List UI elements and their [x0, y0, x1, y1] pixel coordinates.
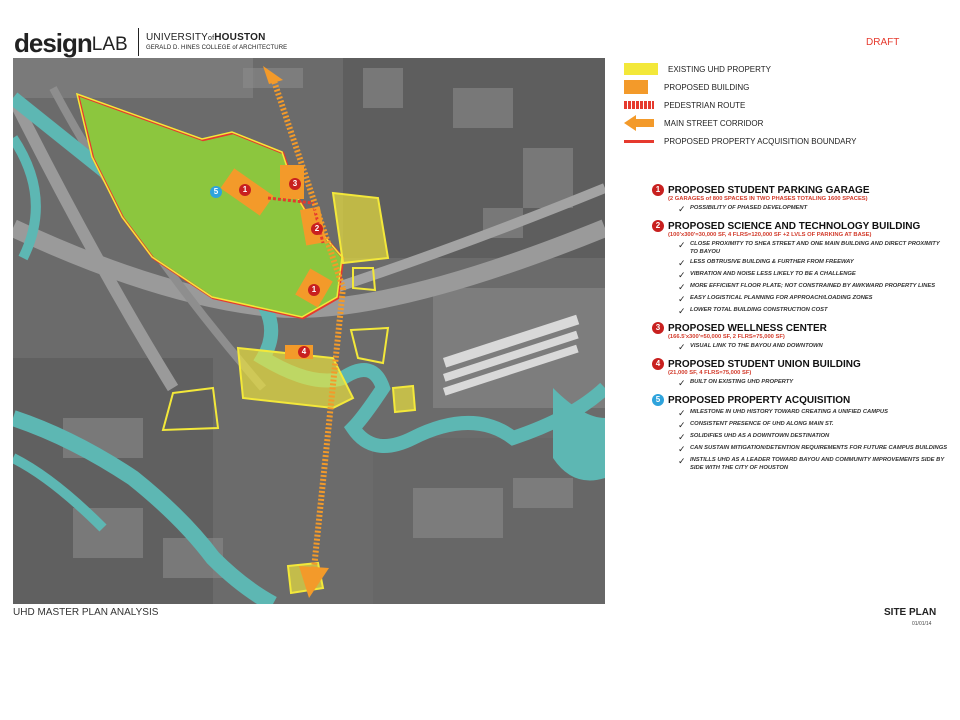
aerial-map-svg	[13, 58, 605, 604]
map-legend	[624, 60, 944, 150]
project-notes	[652, 180, 948, 472]
note-2	[652, 220, 948, 316]
logo-design-text: design	[14, 28, 92, 58]
check-icon: ✓	[678, 306, 686, 316]
note-4-sub: (21,000 SF, 4 FLRS=75,000 SF)	[668, 370, 752, 376]
check-icon: ✓	[678, 270, 686, 280]
check-icon: ✓	[678, 258, 686, 268]
note-2-bullet: ✓ VIBRATION AND NOISE LESS LIKELY TO BE A CHALLENGE	[678, 270, 856, 280]
check-icon: ✓	[678, 204, 686, 214]
note-2-bullet: ✓ MORE EFFICIENT FLOOR PLATE; NOT CONSTRAINED BY AWKWARD PROPERTY LINES	[678, 282, 936, 292]
map-marker-1a: 1	[239, 184, 251, 196]
map-marker-2: 2	[311, 223, 323, 235]
map-marker-3: 3	[289, 178, 301, 190]
note-1-title: PROPOSED STUDENT PARKING GARAGE	[668, 184, 870, 196]
legend-item-corridor: MAIN STREET CORRIDOR	[624, 114, 944, 132]
note-5-bullet: ✓ CONSISTENT PRESENCE OF UHD ALONG MAIN ST.	[678, 420, 834, 430]
note-5-bullet: ✓ INSTILLS UHD AS A LEADER TOWARD BAYOU AND COMMUNITY IMPROVEMENTS SIDE BY SIDE WITH THE CITY OF HOUSTON	[678, 456, 945, 471]
note-2-bullet: ✓ CLOSE PROXIMITY TO SHEA STREET AND ONE MAIN BUILDING AND DIRECT PROXIMITY TO BAYOU	[678, 240, 940, 255]
note-5-bullet: ✓ SOLIDIFIES UHD AS A DOWNTOWN DESTINATION	[678, 432, 830, 442]
note-2-sub: (100'x300'=30,000 SF, 4 FLRS=120,000 SF +2 LVLS OF PARKING AT BASE)	[668, 232, 872, 238]
university-logo	[146, 32, 287, 51]
note-3-title: PROPOSED WELLNESS CENTER	[668, 322, 827, 334]
note-1	[652, 184, 948, 214]
note-2-bullet: ✓ LESS OBTRUSIVE BUILDING & FURTHER FROM FREEWAY	[678, 258, 854, 268]
red-line-swatch	[624, 140, 654, 143]
footer-date: 01/01/14	[912, 621, 932, 627]
note-3-badge: 3	[652, 322, 664, 334]
note-2-title: PROPOSED SCIENCE AND TECHNOLOGY BUILDING	[668, 220, 921, 232]
check-icon: ✓	[678, 420, 686, 430]
check-icon: ✓	[678, 456, 686, 466]
check-icon: ✓	[678, 294, 686, 304]
footer-sheet-title: SITE PLAN	[884, 607, 937, 618]
note-4	[652, 358, 948, 388]
note-1-sub: (2 GARAGES of 800 SPACES IN TWO PHASES TOTALING 1600 SPACES)	[668, 196, 868, 202]
draft-label: DRAFT	[866, 37, 900, 48]
orange-arrow-swatch	[624, 115, 654, 131]
note-5	[652, 394, 948, 472]
arrow-left-icon	[624, 115, 654, 131]
note-2-badge: 2	[652, 220, 664, 232]
legend-item-boundary: PROPOSED PROPERTY ACQUISITION BOUNDARY	[624, 132, 944, 150]
note-3-sub: (166.5'x300'=50,000 SF, 2 FLRS=75,000 SF)	[668, 334, 785, 340]
check-icon: ✓	[678, 282, 686, 292]
map-marker-1b: 1	[308, 284, 320, 296]
red-dashed-swatch	[624, 101, 654, 109]
designlab-logo	[14, 28, 151, 56]
note-5-badge: 5	[652, 394, 664, 406]
site-plan-map	[13, 58, 605, 604]
note-5-title: PROPOSED PROPERTY ACQUISITION	[668, 394, 851, 406]
note-2-bullet: ✓ LOWER TOTAL BUILDING CONSTRUCTION COST	[678, 306, 828, 316]
note-4-bullet: ✓ BUILT ON EXISTING UHD PROPERTY	[678, 378, 794, 388]
check-icon: ✓	[678, 408, 686, 418]
note-3	[652, 322, 948, 352]
note-5-bullet: ✓ MILESTONE IN UHD HISTORY TOWARD CREATING A UNIFIED CAMPUS	[678, 408, 888, 418]
legend-item-building: PROPOSED BUILDING	[624, 78, 944, 96]
note-3-bullet: ✓ VISUAL LINK TO THE BAYOU AND DOWNTOWN	[678, 342, 823, 352]
legend-item-existing: EXISTING UHD PROPERTY	[624, 60, 944, 78]
note-4-title: PROPOSED STUDENT UNION BUILDING	[668, 358, 861, 370]
university-name: UNIVERSITYofHOUSTON	[146, 32, 266, 43]
orange-fill-swatch	[624, 80, 648, 94]
logo-divider	[138, 28, 139, 56]
legend-item-pedestrian: PEDESTRIAN ROUTE	[624, 96, 944, 114]
note-2-bullet: ✓ EASY LOGISTICAL PLANNING FOR APPROACH/LOADING ZONES	[678, 294, 873, 304]
note-5-bullet: ✓ CAN SUSTAIN MITIGATION/DETENTION REQUIREMENTS FOR FUTURE CAMPUS BUILDINGS	[678, 444, 948, 454]
map-marker-5: 5	[210, 186, 222, 198]
note-1-badge: 1	[652, 184, 664, 196]
yellow-outline-swatch	[624, 63, 658, 75]
college-name: GERALD D. HINES COLLEGE of ARCHITECTURE	[146, 45, 288, 51]
check-icon: ✓	[678, 240, 686, 250]
footer-project-title: UHD MASTER PLAN ANALYSIS	[13, 607, 159, 618]
note-1-bullet: ✓ POSSIBILITY OF PHASED DEVELOPMENT	[678, 204, 808, 214]
note-4-badge: 4	[652, 358, 664, 370]
check-icon: ✓	[678, 432, 686, 442]
logo-lab-text: LAB	[91, 34, 128, 55]
map-marker-4: 4	[298, 346, 310, 358]
check-icon: ✓	[678, 444, 686, 454]
check-icon: ✓	[678, 378, 686, 388]
check-icon: ✓	[678, 342, 686, 352]
